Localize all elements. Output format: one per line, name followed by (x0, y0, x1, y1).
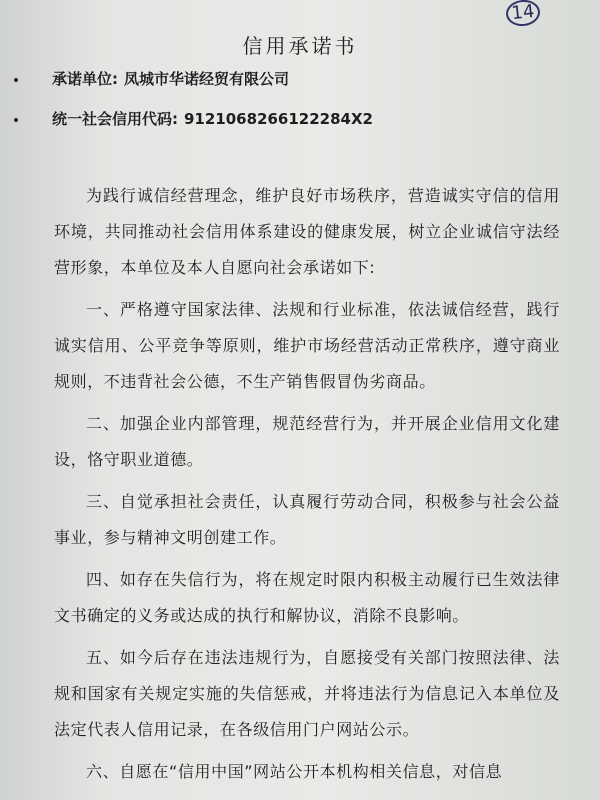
committing-unit-label: 承诺单位: (52, 70, 118, 88)
margin-mark (14, 78, 18, 82)
credit-code (52, 108, 373, 129)
paragraph-intro: 为践行诚信经营理念，维护良好市场秩序，营造诚实守信的信用环境，共同推动社会信用体系建设的健康发展，树立企业诚信守法经营形象，本单位及本人自愿向社会承诺如下: (54, 186, 560, 277)
margin-mark (14, 118, 18, 122)
committing-unit-value: 凤城市华诺经贸有限公司 (124, 70, 290, 88)
document-title: 信用承诺书 (242, 34, 358, 58)
paragraph-3: 三、自觉承担社会责任，认真履行劳动合同，积极参与社会公益事业，参与精神文明创建工作。 (54, 492, 560, 547)
paragraph-4: 四、如存在失信行为，将在规定时限内积极主动履行已生效法律文书确定的义务或达成的执行和解协议，消除不良影响。 (54, 570, 560, 625)
paragraph-6: 六、自愿在“信用中国”网站公开本机构相关信息，对信息 (86, 762, 503, 781)
page-number: 14 (505, 0, 542, 28)
commitment-body (54, 178, 560, 796)
credit-code-value: 9121068266122284X2 (184, 110, 373, 128)
paragraph-1: 一、严格遵守国家法律、法规和行业标准，依法诚信经营，践行诚实信用、公平竞争等原则，维护市场经营活动正常秩序，遵守商业规则，不违背社会公德，不生产销售假冒伪劣商品。 (54, 300, 560, 391)
paragraph-5: 五、如今后存在违法违规行为，自愿接受有关部门按照法律、法规和国家有关规定实施的失信惩戒，并将违法行为信息记入本单位及法定代表人信用记录，在各级信用门户网站公示。 (54, 648, 560, 739)
committing-unit (52, 68, 289, 89)
credit-code-label: 统一社会信用代码: (52, 110, 178, 128)
paragraph-2: 二、加强企业内部管理，规范经营行为，并开展企业信用文化建设，恪守职业道德。 (54, 414, 560, 469)
